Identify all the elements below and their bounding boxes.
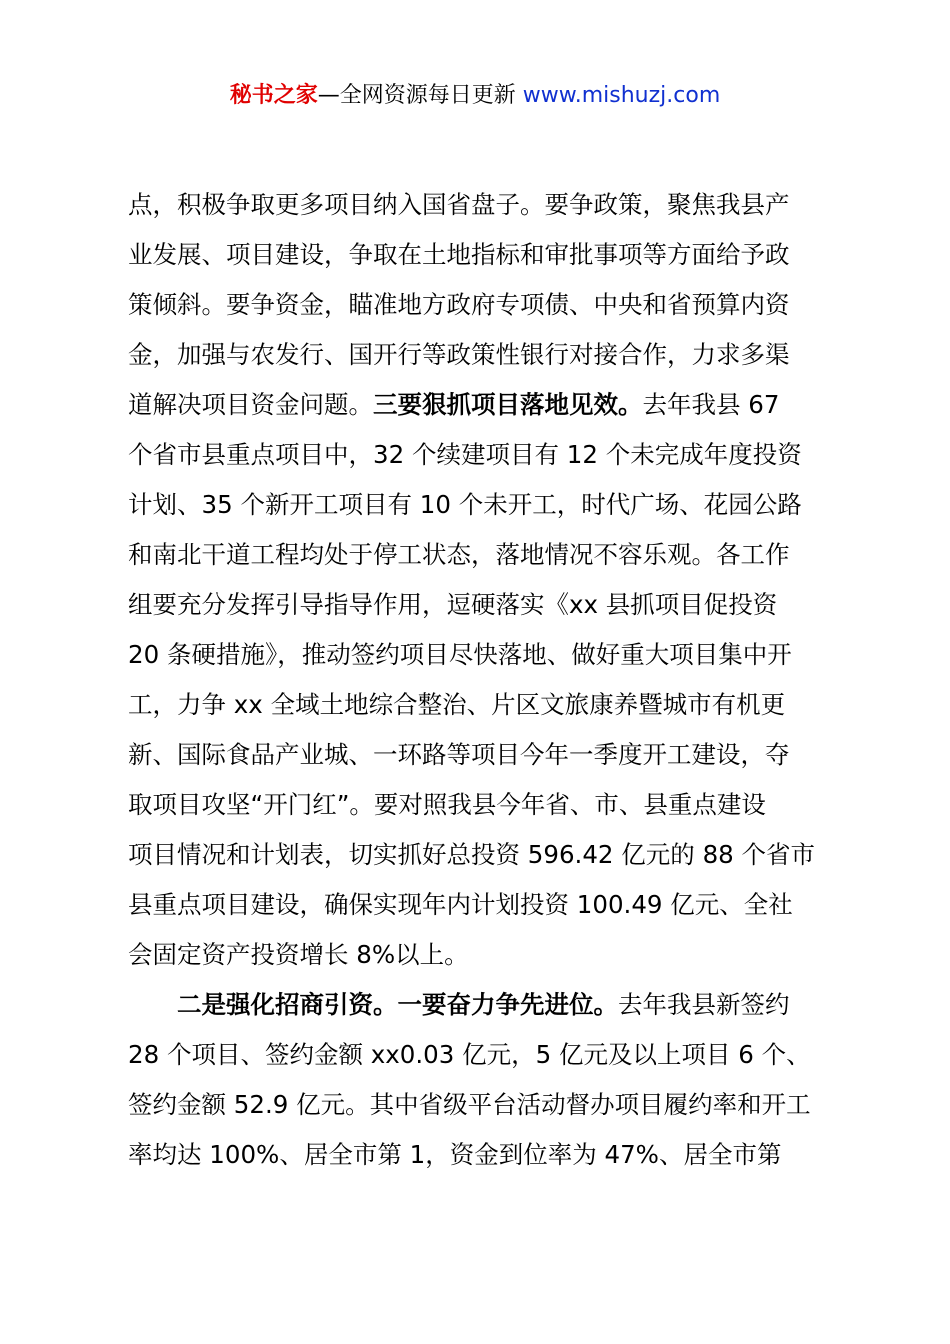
text-segment: 工，力争 xx 全域土地综合整治、片区文旅康养暨城市有机更 bbox=[128, 690, 786, 719]
text-segment: 项目情况和计划表，切实抓好总投资 596.42 亿元的 88 个省市 bbox=[128, 840, 816, 869]
text-segment: 业发展、项目建设，争取在土地指标和审批事项等方面给予政 bbox=[128, 240, 790, 269]
text-segment: 28 个项目、签约金额 xx0.03 亿元，5 亿元及以上项目 6 个、 bbox=[128, 1040, 811, 1069]
header-url-link[interactable]: www.mishuzj.com bbox=[522, 83, 721, 108]
text-segment: 金，加强与农发行、国开行等政策性银行对接合作，力求多渠 bbox=[128, 340, 790, 369]
text-segment: 个省市县重点项目中，32 个续建项目有 12 个未完成年度投资 bbox=[128, 440, 802, 469]
text-line bbox=[128, 430, 832, 480]
text-line bbox=[128, 230, 832, 280]
text-segment: 点，积极争取更多项目纳入国省盘子。要争政策，聚焦我县产 bbox=[128, 190, 790, 219]
text-line bbox=[128, 1130, 832, 1180]
text-segment: 会固定资产投资增长 8%以上。 bbox=[128, 940, 469, 969]
text-line bbox=[128, 330, 832, 380]
text-segment: 签约金额 52.9 亿元。其中省级平台活动督办项目履约率和开工 bbox=[128, 1090, 811, 1119]
text-segment: 去年我县 67 bbox=[642, 390, 780, 419]
text-line bbox=[128, 1030, 832, 1080]
text-segment: 策倾斜。要争资金，瞄准地方政府专项债、中央和省预算内资 bbox=[128, 290, 790, 319]
text-line bbox=[128, 930, 832, 980]
text-line bbox=[128, 380, 832, 430]
text-segment: 和南北干道工程均处于停工状态，落地情况不容乐观。各工作 bbox=[128, 540, 790, 569]
bold-text-segment: 三要狠抓项目落地见效。 bbox=[373, 390, 643, 419]
page-header bbox=[0, 80, 950, 112]
header-slogan: —全网资源每日更新 bbox=[317, 83, 516, 108]
document-body bbox=[128, 180, 832, 1180]
text-line bbox=[128, 530, 832, 580]
text-segment: 新、国际食品产业城、一环路等项目今年一季度开工建设，夺 bbox=[128, 740, 790, 769]
text-line bbox=[128, 680, 832, 730]
text-segment: 组要充分发挥引导指导作用，逗硬落实《xx 县抓项目促投资 bbox=[128, 590, 778, 619]
text-line bbox=[128, 280, 832, 330]
text-segment: 率均达 100%、居全市第 1，资金到位率为 47%、居全市第 bbox=[128, 1140, 782, 1169]
text-line bbox=[128, 830, 832, 880]
text-line bbox=[128, 1080, 832, 1130]
text-line bbox=[128, 580, 832, 630]
bold-text-segment: 二是强化招商引资。一要奋力争先进位。 bbox=[177, 990, 618, 1019]
text-segment: 计划、35 个新开工项目有 10 个未开工，时代广场、花园公路 bbox=[128, 490, 802, 519]
text-segment: 取项目攻坚“开门红”。要对照我县今年省、市、县重点建设 bbox=[128, 790, 766, 819]
text-line bbox=[128, 480, 832, 530]
text-segment: 县重点项目建设，确保实现年内计划投资 100.49 亿元、全社 bbox=[128, 890, 793, 919]
text-line bbox=[128, 980, 832, 1030]
text-line bbox=[128, 730, 832, 780]
text-line bbox=[128, 180, 832, 230]
brand-name: 秘书之家 bbox=[229, 83, 318, 108]
text-segment: 20 条硬措施》，推动签约项目尽快落地、做好重大项目集中开 bbox=[128, 640, 792, 669]
text-segment: 道解决项目资金问题。 bbox=[128, 390, 373, 419]
text-segment: 去年我县新签约 bbox=[618, 990, 790, 1019]
text-line bbox=[128, 630, 832, 680]
text-line bbox=[128, 780, 832, 830]
text-line bbox=[128, 880, 832, 930]
